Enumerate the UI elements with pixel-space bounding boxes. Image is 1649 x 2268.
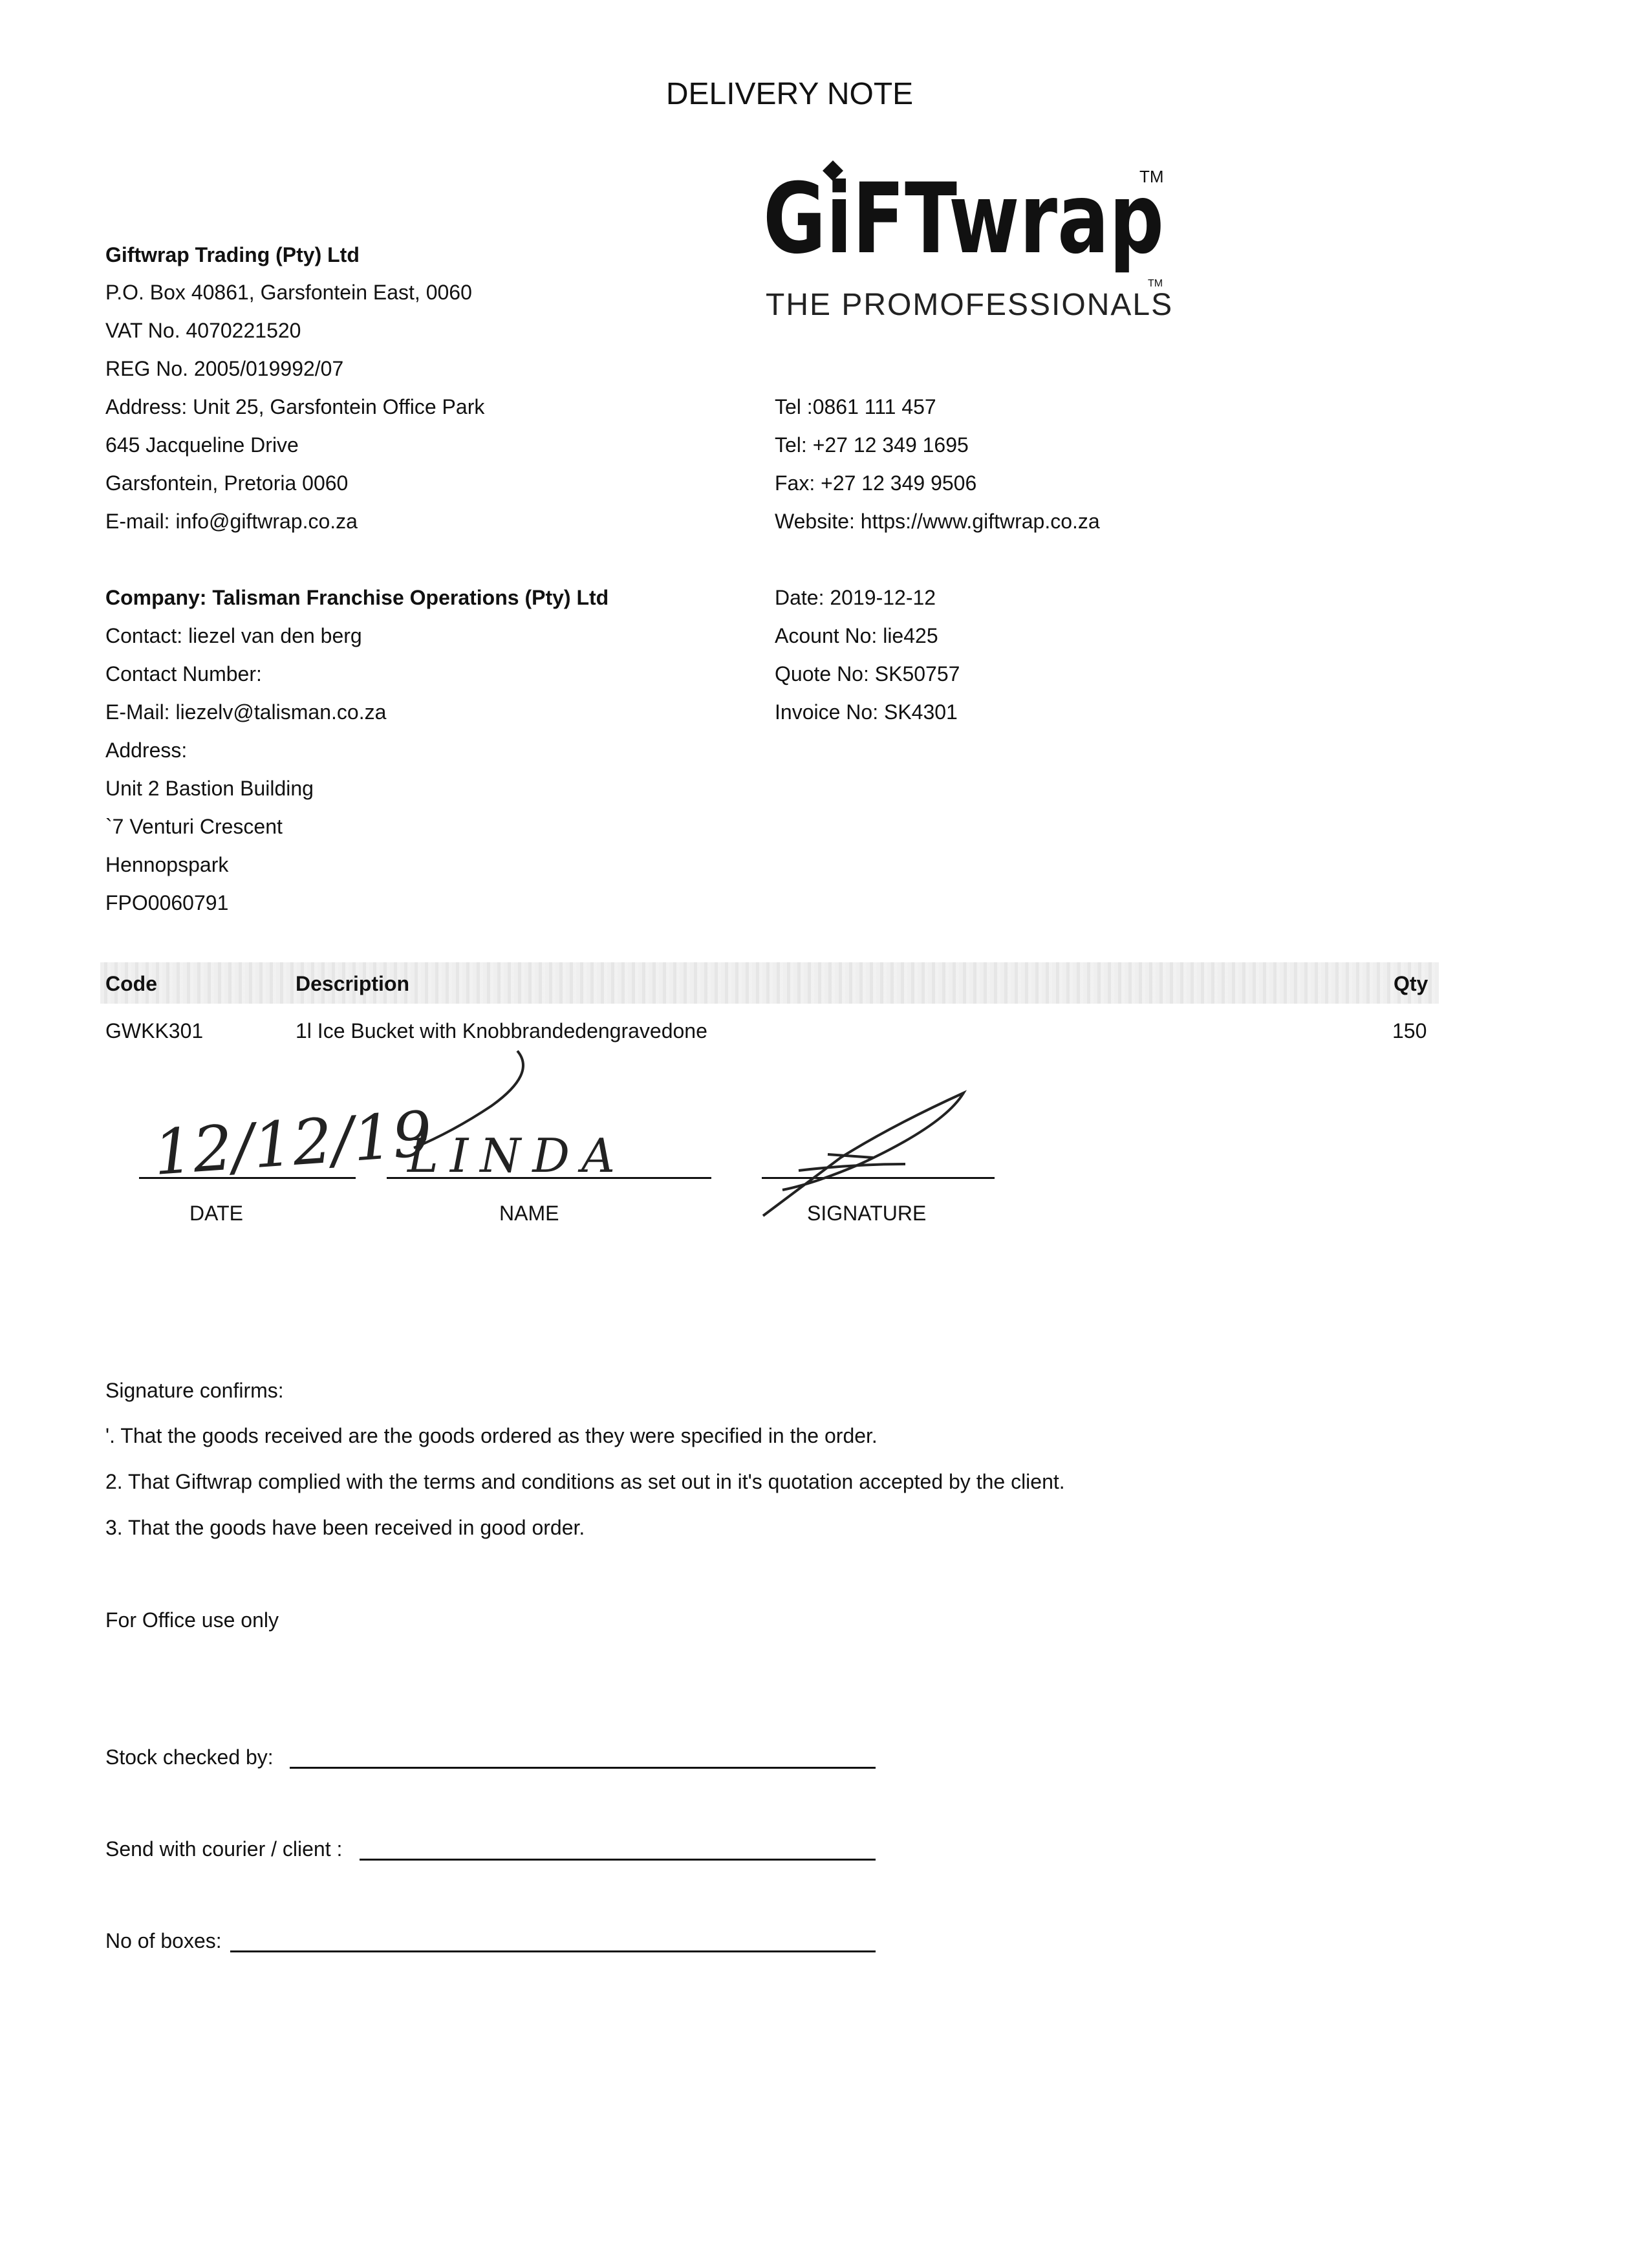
courier-line bbox=[360, 1859, 876, 1861]
supplier-line: Garsfontein, Pretoria 0060 bbox=[105, 471, 349, 495]
customer-company: Company: Talisman Franchise Operations (Pty) Ltd bbox=[105, 586, 609, 609]
supplier-line: 645 Jacqueline Drive bbox=[105, 433, 299, 457]
row-description: 1l Ice Bucket with Knobbrandedengravedone bbox=[296, 1019, 707, 1042]
supplier-email: E-mail: info@giftwrap.co.za bbox=[105, 510, 358, 533]
stock-checked-line bbox=[290, 1767, 876, 1769]
row-qty: 150 bbox=[1392, 1019, 1427, 1042]
supplier-line: P.O. Box 40861, Garsfontein East, 0060 bbox=[105, 281, 472, 304]
name-label: NAME bbox=[499, 1202, 559, 1225]
customer-line: Contact: liezel van den berg bbox=[105, 624, 362, 647]
logo-tm-mark: TM bbox=[1139, 167, 1164, 186]
office-use-heading: For Office use only bbox=[105, 1608, 279, 1632]
supplier-line: Address: Unit 25, Garsfontein Office Park bbox=[105, 395, 485, 418]
contact-tel: Tel: +27 12 349 1695 bbox=[775, 433, 969, 457]
row-code: GWKK301 bbox=[105, 1019, 204, 1042]
table-header-code: Code bbox=[105, 972, 157, 995]
doc-quote-no: Quote No: SK50757 bbox=[775, 662, 960, 686]
table-header-qty: Qty bbox=[1394, 972, 1428, 995]
contact-tel: Tel :0861 111 457 bbox=[775, 395, 936, 418]
date-label: DATE bbox=[189, 1202, 243, 1225]
confirmation-heading: Signature confirms: bbox=[105, 1379, 284, 1402]
boxes-line bbox=[230, 1950, 876, 1952]
table-header-description: Description bbox=[296, 972, 410, 995]
customer-line: Contact Number: bbox=[105, 662, 262, 686]
doc-invoice-no: Invoice No: SK4301 bbox=[775, 700, 958, 724]
confirmation-item: 3. That the goods have been received in good order. bbox=[105, 1516, 585, 1539]
handwritten-name: LINDA bbox=[407, 1129, 627, 1183]
customer-line: `7 Venturi Crescent bbox=[105, 815, 283, 838]
handwritten-date: 12/12/19 bbox=[151, 1097, 435, 1189]
contact-fax: Fax: +27 12 349 9506 bbox=[775, 471, 977, 495]
supplier-line: REG No. 2005/019992/07 bbox=[105, 357, 344, 380]
tagline-tm-mark: TM bbox=[1148, 278, 1163, 289]
logo-wordmark: GiFTwrap bbox=[763, 163, 1164, 275]
signature-label: SIGNATURE bbox=[807, 1202, 927, 1225]
customer-line: E-Mail: liezelv@talisman.co.za bbox=[105, 700, 387, 724]
customer-line: Hennopspark bbox=[105, 853, 229, 876]
supplier-name: Giftwrap Trading (Pty) Ltd bbox=[105, 243, 360, 266]
doc-account-no: Acount No: lie425 bbox=[775, 624, 938, 647]
stock-checked-label: Stock checked by: bbox=[105, 1745, 274, 1769]
confirmation-item: 2. That Giftwrap complied with the terms and conditions as set out in it's quotation accepted by the client. bbox=[105, 1470, 1065, 1493]
boxes-label: No of boxes: bbox=[105, 1929, 222, 1952]
signature-scribble-icon bbox=[763, 1093, 964, 1216]
logo-tagline: THE PROMOFESSIONALS bbox=[766, 288, 1174, 322]
confirmation-item: '. That the goods received are the goods ordered as they were specified in the order. bbox=[105, 1424, 878, 1447]
customer-line: FPO0060791 bbox=[105, 891, 229, 914]
contact-website: Website: https://www.giftwrap.co.za bbox=[775, 510, 1100, 533]
customer-line: Address: bbox=[105, 739, 188, 762]
courier-label: Send with courier / client : bbox=[105, 1837, 343, 1861]
customer-line: Unit 2 Bastion Building bbox=[105, 777, 314, 800]
doc-date: Date: 2019-12-12 bbox=[775, 586, 936, 609]
supplier-line: VAT No. 4070221520 bbox=[105, 319, 301, 342]
document-title: DELIVERY NOTE bbox=[665, 77, 914, 111]
